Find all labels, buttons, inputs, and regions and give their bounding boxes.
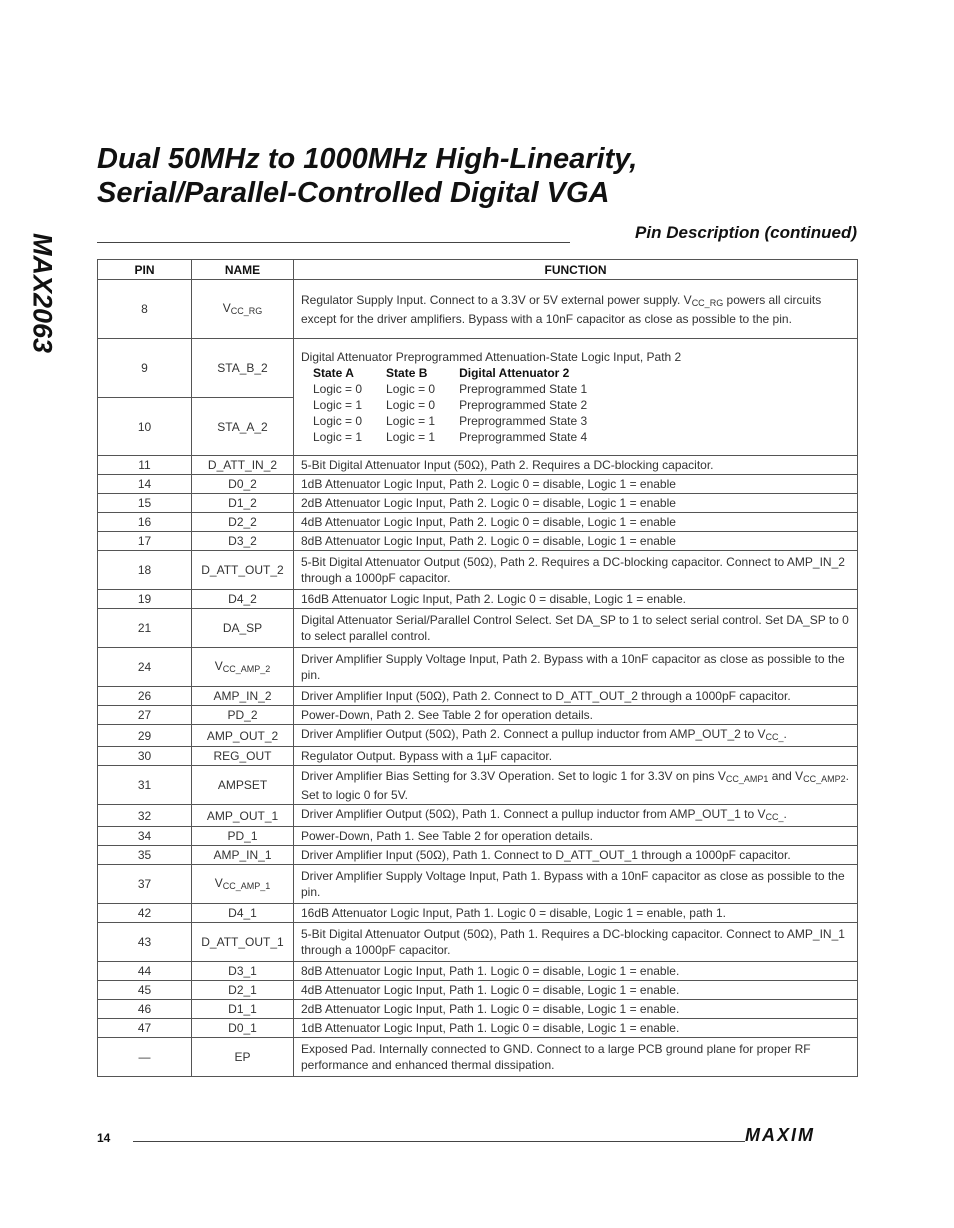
table-row	[98, 339, 858, 398]
function-text: Digital Attenuator Preprogrammed Attenuation-State Logic Input, Path 2	[301, 350, 682, 364]
pin-cell: 24	[98, 648, 192, 687]
function-text: Driver Amplifier Output (50Ω), Path 2. Connect a pullup inductor from AMP_OUT_2 to V	[301, 727, 766, 741]
pin-cell: 19	[98, 590, 192, 609]
function-subscript: CC_	[765, 732, 784, 742]
function-text: 1dB Attenuator Logic Input, Path 2. Logic 0 = disable, Logic 1 = enable	[301, 477, 676, 491]
state-row	[313, 413, 611, 429]
function-text: 4dB Attenuator Logic Input, Path 2. Logic 0 = disable, Logic 1 = enable	[301, 515, 676, 529]
pin-cell: 26	[98, 687, 192, 706]
pin-cell: 21	[98, 609, 192, 648]
pin-cell: 11	[98, 456, 192, 475]
function-text: 5-Bit Digital Attenuator Output (50Ω), Path 2. Requires a DC-blocking capacitor. Connect to AMP_IN_2 through a 1000pF capacitor.	[301, 555, 845, 585]
name-cell: STA_A_2	[192, 398, 294, 456]
table-row	[98, 648, 858, 687]
function-cell	[294, 805, 858, 827]
table-row	[98, 904, 858, 923]
function-text: 4dB Attenuator Logic Input, Path 1. Logic 0 = disable, Logic 1 = enable.	[301, 983, 680, 997]
function-cell	[294, 766, 858, 805]
function-cell	[294, 846, 858, 865]
state-cell: Logic = 1	[386, 414, 436, 428]
section-title: Pin Description (continued)	[635, 223, 857, 242]
state-cell: Preprogrammed State 2	[459, 398, 588, 412]
state-cell: Logic = 0	[313, 382, 363, 396]
function-subscript: CC_	[765, 812, 784, 822]
name-cell	[192, 1000, 294, 1019]
function-text: Regulator Output. Bypass with a 1μF capacitor.	[301, 749, 553, 763]
function-text: . Set to logic 0 for 5V.	[301, 768, 849, 802]
state-cell: Logic = 0	[313, 414, 363, 428]
function-text: 16dB Attenuator Logic Input, Path 2. Logic 0 = disable, Logic 1 = enable.	[301, 592, 686, 606]
pin-name: D_ATT_OUT_2	[201, 563, 284, 577]
pin-name: AMP_OUT_2	[206, 728, 279, 743]
pin-cell: 9	[98, 339, 192, 398]
table-row	[98, 687, 858, 706]
function-cell	[294, 609, 858, 648]
table-row	[98, 475, 858, 494]
state-row	[313, 381, 611, 397]
maxim-logo	[745, 1126, 857, 1149]
pin-cell: 31	[98, 766, 192, 805]
pin-cell: 44	[98, 962, 192, 981]
function-text: Power-Down, Path 1. See Table 2 for operation details.	[301, 829, 593, 843]
table-row	[98, 827, 858, 846]
pin-name: D4_1	[228, 906, 257, 920]
name-cell	[192, 456, 294, 475]
title-line-2: Serial/Parallel-Controlled Digital VGA	[97, 177, 610, 209]
name-cell	[192, 687, 294, 706]
pin-name: D1_2	[228, 496, 257, 510]
name-cell	[192, 766, 294, 805]
function-cell	[294, 532, 858, 551]
function-text: Driver Amplifier Supply Voltage Input, Path 1. Bypass with a 10nF capacitor as close as possible to the pin.	[301, 869, 845, 899]
table-row	[98, 725, 858, 747]
function-cell	[294, 280, 858, 339]
pin-cell: 46	[98, 1000, 192, 1019]
pin-cell: 10	[98, 398, 192, 456]
pin-name: REG_OUT	[213, 749, 272, 763]
function-text: 16dB Attenuator Logic Input, Path 1. Logic 0 = disable, Logic 1 = enable, path 1.	[301, 906, 726, 920]
name-cell	[192, 923, 294, 962]
table-header-row	[98, 260, 858, 280]
attenuation-state-table	[313, 365, 611, 445]
state-cell: Preprogrammed State 1	[459, 382, 588, 396]
pin-name: D2_1	[228, 983, 257, 997]
function-cell	[294, 904, 858, 923]
state-cell: Preprogrammed State 4	[459, 430, 588, 444]
function-cell	[294, 456, 858, 475]
function-text: .	[783, 727, 787, 741]
function-subscript: CC_AMP1	[725, 773, 769, 784]
pin-cell: 30	[98, 747, 192, 766]
function-cell	[294, 339, 858, 456]
state-header: Digital Attenuator 2	[459, 366, 570, 380]
function-cell	[294, 981, 858, 1000]
function-text: 2dB Attenuator Logic Input, Path 1. Logic 0 = disable, Logic 1 = enable.	[301, 1002, 680, 1016]
table-row	[98, 456, 858, 475]
function-cell	[294, 551, 858, 590]
name-cell	[192, 981, 294, 1000]
name-cell	[192, 280, 294, 339]
function-text: Driver Amplifier Input (50Ω), Path 2. Connect to D_ATT_OUT_2 through a 1000pF capacitor.	[301, 689, 791, 703]
name-cell: STA_B_2	[192, 339, 294, 398]
state-cell: Logic = 1	[386, 430, 436, 444]
function-cell	[294, 648, 858, 687]
table-row	[98, 865, 858, 904]
pin-cell: 43	[98, 923, 192, 962]
name-cell	[192, 513, 294, 532]
state-cell: Logic = 1	[313, 430, 363, 444]
table-row	[98, 1019, 858, 1038]
pin-name: D_ATT_IN_2	[207, 458, 278, 472]
pin-name: D4_2	[228, 592, 257, 606]
table-body	[98, 280, 858, 1077]
function-text: Power-Down, Path 2. See Table 2 for operation details.	[301, 708, 593, 722]
function-cell	[294, 827, 858, 846]
function-text: 2dB Attenuator Logic Input, Path 2. Logic 0 = disable, Logic 1 = enable	[301, 496, 676, 510]
pin-description-table	[97, 259, 858, 1077]
pin-cell: 16	[98, 513, 192, 532]
pin-name: AMP_IN_1	[213, 848, 272, 862]
pin-name: V	[214, 875, 223, 890]
function-text: Digital Attenuator Serial/Parallel Control Select. Set DA_SP to 1 to select serial control. Set DA_SP to 0 to select parallel control.	[301, 613, 849, 643]
pin-cell: 32	[98, 805, 192, 827]
function-text: Driver Amplifier Supply Voltage Input, Path 2. Bypass with a 10nF capacitor as close as possible to the pin.	[301, 652, 845, 682]
state-row	[313, 397, 611, 413]
table-row	[98, 962, 858, 981]
pin-name: PD_1	[227, 829, 258, 843]
table-row	[98, 1000, 858, 1019]
name-cell	[192, 865, 294, 904]
pin-cell: 42	[98, 904, 192, 923]
pin-name: D0_1	[228, 1021, 257, 1035]
state-cell: Logic = 0	[386, 382, 436, 396]
table-row	[98, 532, 858, 551]
function-cell	[294, 923, 858, 962]
function-text: 8dB Attenuator Logic Input, Path 2. Logic 0 = disable, Logic 1 = enable	[301, 534, 676, 548]
pin-cell: 37	[98, 865, 192, 904]
name-cell	[192, 805, 294, 827]
pin-name-subscript: CC_RG	[230, 305, 263, 316]
table-row	[98, 513, 858, 532]
name-cell	[192, 494, 294, 513]
pin-name: EP	[234, 1050, 251, 1064]
function-text: Exposed Pad. Internally connected to GND. Connect to a large PCB ground plane for proper RF performance and enhanced thermal dissipation.	[301, 1042, 811, 1072]
table-row	[98, 590, 858, 609]
function-subscript: CC_RG	[691, 297, 724, 308]
pin-cell: —	[98, 1038, 192, 1077]
function-text: Driver Amplifier Input (50Ω), Path 1. Connect to D_ATT_OUT_1 through a 1000pF capacitor.	[301, 848, 791, 862]
table-row	[98, 1038, 858, 1077]
state-header: State A	[313, 366, 354, 380]
pin-cell: 15	[98, 494, 192, 513]
table-row	[98, 609, 858, 648]
name-cell	[192, 590, 294, 609]
name-cell	[192, 551, 294, 590]
name-cell	[192, 475, 294, 494]
function-text: .	[783, 807, 787, 821]
table-row	[98, 923, 858, 962]
footer-rule	[133, 1141, 745, 1142]
title-line-1: Dual 50MHz to 1000MHz High-Linearity,	[97, 143, 638, 175]
table-row	[98, 747, 858, 766]
function-cell	[294, 747, 858, 766]
pin-name: D3_2	[228, 534, 257, 548]
pin-name: D3_1	[228, 964, 257, 978]
pin-name: AMP_IN_2	[213, 689, 272, 703]
pin-name: DA_SP	[222, 621, 263, 635]
state-cell: Logic = 0	[386, 398, 436, 412]
document-title	[97, 142, 857, 210]
function-cell	[294, 513, 858, 532]
maxim-logo-icon	[745, 1126, 857, 1144]
table-row	[98, 981, 858, 1000]
pin-name-subscript: CC_AMP_1	[222, 880, 271, 891]
name-cell	[192, 532, 294, 551]
name-cell	[192, 827, 294, 846]
pin-name: V	[222, 300, 231, 315]
function-text: 5-Bit Digital Attenuator Input (50Ω), Path 2. Requires a DC-blocking capacitor.	[301, 458, 714, 472]
pin-cell: 45	[98, 981, 192, 1000]
pin-name: V	[214, 658, 223, 673]
function-text: powers all circuits except for the driver amplifiers. Bypass with a 10nF capacitor as close as possible to the pin.	[301, 292, 822, 326]
function-cell	[294, 706, 858, 725]
function-text: Driver Amplifier Bias Setting for 3.3V Operation. Set to logic 1 for 3.3V on pins V	[301, 768, 726, 783]
state-header-row	[313, 365, 611, 381]
function-subscript: CC_AMP2	[803, 773, 846, 784]
section-rule	[97, 242, 570, 243]
pin-name-subscript: CC_AMP_2	[222, 663, 271, 674]
function-cell	[294, 590, 858, 609]
pin-cell: 17	[98, 532, 192, 551]
pin-cell: 35	[98, 846, 192, 865]
pin-cell: 18	[98, 551, 192, 590]
function-cell	[294, 1038, 858, 1077]
function-text: 1dB Attenuator Logic Input, Path 1. Logic 0 = disable, Logic 1 = enable.	[301, 1021, 680, 1035]
header-pin: PIN	[98, 260, 192, 280]
name-cell	[192, 962, 294, 981]
svg-text:MAXIM: MAXIM	[745, 1126, 815, 1144]
page-number: 14	[97, 1131, 111, 1145]
pin-cell: 27	[98, 706, 192, 725]
function-cell	[294, 1019, 858, 1038]
function-cell	[294, 725, 858, 747]
name-cell	[192, 609, 294, 648]
function-text: 5-Bit Digital Attenuator Output (50Ω), Path 1. Requires a DC-blocking capacitor. Connect to AMP_IN_1 through a 1000pF capacitor.	[301, 927, 845, 957]
pin-cell: 29	[98, 725, 192, 747]
pin-name: D1_1	[228, 1002, 257, 1016]
name-cell	[192, 1019, 294, 1038]
state-row	[313, 429, 611, 445]
function-text: Driver Amplifier Output (50Ω), Path 1. Connect a pullup inductor from AMP_OUT_1 to V	[301, 807, 766, 821]
name-cell	[192, 1038, 294, 1077]
table-row	[98, 280, 858, 339]
name-cell	[192, 904, 294, 923]
function-text: and V	[768, 768, 804, 783]
header-function: FUNCTION	[294, 260, 858, 280]
table-row	[98, 805, 858, 827]
function-cell	[294, 1000, 858, 1019]
table-row	[98, 846, 858, 865]
pin-name: PD_2	[227, 708, 258, 722]
state-header: State B	[386, 366, 428, 380]
table-row	[98, 766, 858, 805]
table-row	[98, 706, 858, 725]
pin-cell: 14	[98, 475, 192, 494]
pin-name: D_ATT_OUT_1	[201, 935, 284, 949]
name-cell	[192, 747, 294, 766]
pin-name: AMPSET	[217, 778, 268, 792]
pin-name: D2_2	[228, 515, 257, 529]
name-cell	[192, 725, 294, 747]
part-number-side-label: MAX2063	[27, 232, 58, 354]
pin-cell: 8	[98, 280, 192, 339]
function-cell	[294, 962, 858, 981]
function-text: 8dB Attenuator Logic Input, Path 1. Logic 0 = disable, Logic 1 = enable.	[301, 964, 680, 978]
function-cell	[294, 475, 858, 494]
function-cell	[294, 494, 858, 513]
function-cell	[294, 865, 858, 904]
name-cell	[192, 648, 294, 687]
table-row	[98, 494, 858, 513]
state-cell: Preprogrammed State 3	[459, 414, 588, 428]
pin-cell: 47	[98, 1019, 192, 1038]
pin-name: D0_2	[228, 477, 257, 491]
table-row	[98, 551, 858, 590]
name-cell	[192, 706, 294, 725]
function-text: Regulator Supply Input. Connect to a 3.3V or 5V external power supply. V	[301, 292, 692, 307]
function-cell	[294, 687, 858, 706]
pin-name: AMP_OUT_1	[206, 808, 279, 823]
pin-cell: 34	[98, 827, 192, 846]
name-cell	[192, 846, 294, 865]
header-name: NAME	[192, 260, 294, 280]
state-cell: Logic = 1	[313, 398, 363, 412]
